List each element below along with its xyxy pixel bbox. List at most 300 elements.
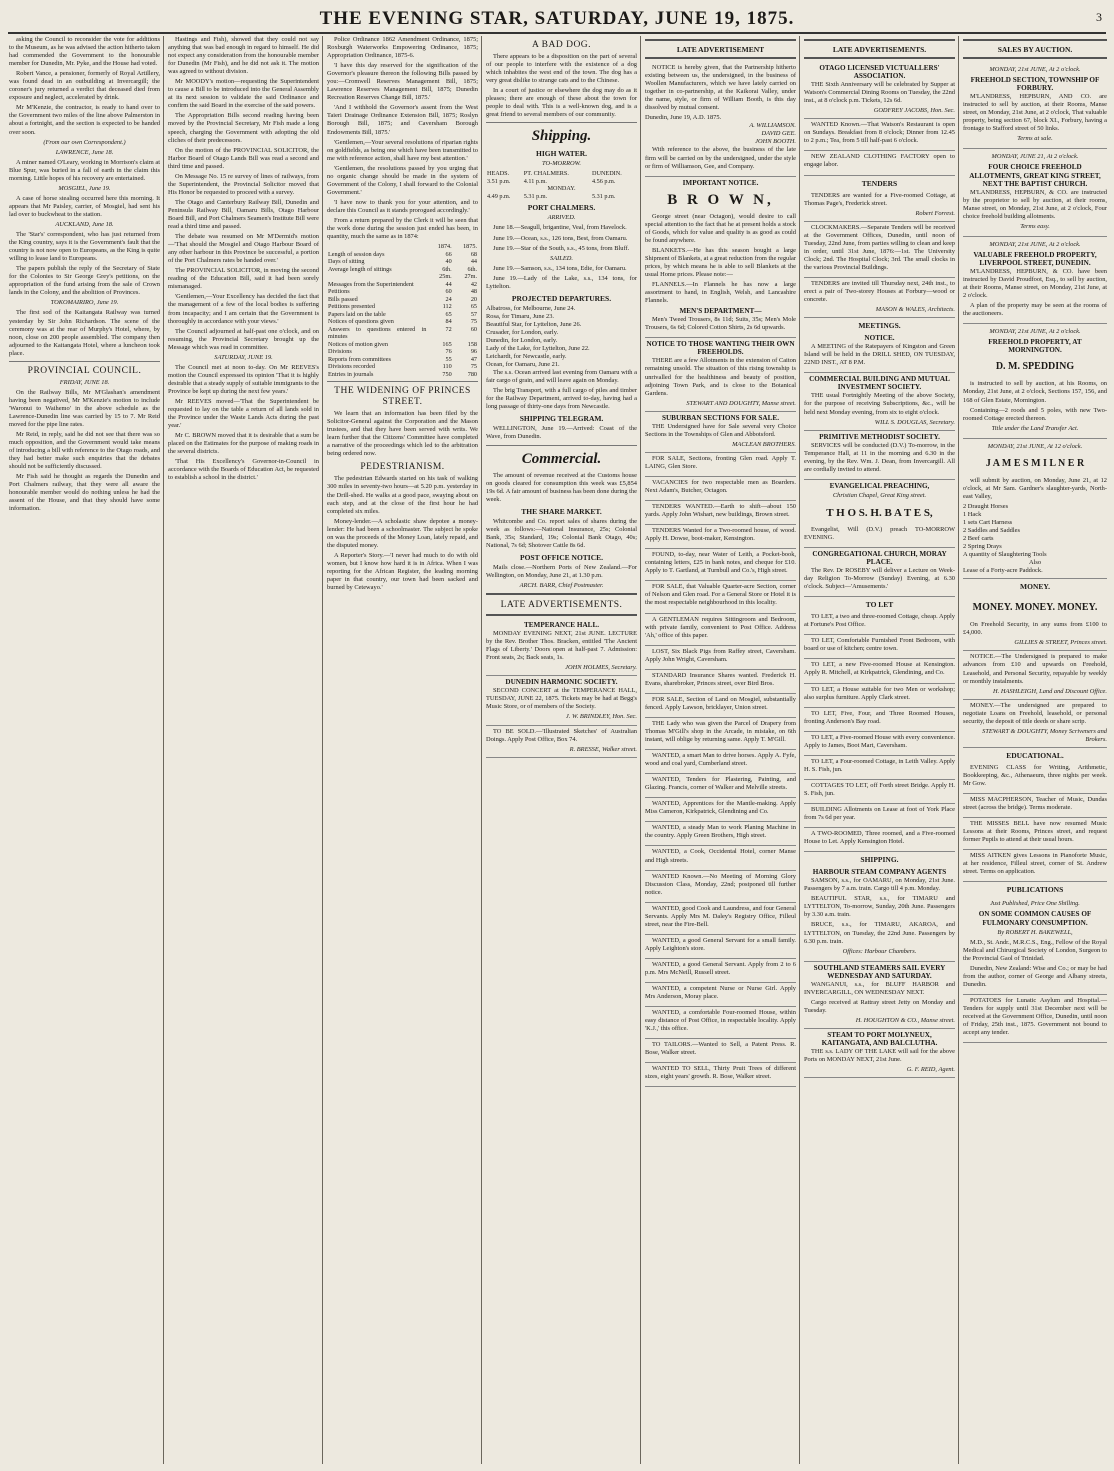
- divider: [9, 361, 160, 362]
- table-cell: 44: [445, 280, 452, 288]
- table-row: [327, 296, 478, 304]
- ad-body: A plan of the property may be seen at the rooms of the auctioneers.: [963, 302, 1107, 318]
- ad-display-name: D. M. SPEDDING: [995, 361, 1075, 373]
- ad-title: IMPORTANT NOTICE.: [682, 178, 759, 187]
- article-paragraph: The pedestrian Edwards started on his task of walking 300 miles in seventy-two hours—at 5.20 p.m. yesterday in the Drill-shed. He walks at a good pace, swaying about on each step, and at the close of the first hour he had completed six miles.: [327, 475, 478, 515]
- ad-body: FOR SALE, Sections, fronting Glen road. Apply T. LAING, Glen Store.: [645, 454, 796, 470]
- classified-ad: [645, 694, 796, 718]
- table-cell: 20: [470, 295, 477, 303]
- classified-ad: [645, 1007, 796, 1039]
- masthead: [8, 6, 1106, 34]
- article-paragraph: 'Gentlemen, the resolutions passed by you urging that no organic change should be made in the system of Government of the Colony, I shall forward to the Colonial Government.': [327, 164, 478, 196]
- list-item: Rosa, for Timaru, June 23.: [486, 312, 554, 320]
- dateline: AUCKLAND, June 18.: [55, 220, 114, 228]
- ad-title: MEN'S DEPARTMENT—: [679, 307, 762, 316]
- table-cell: 60: [445, 288, 452, 296]
- ad-date: MONDAY, 21st JUNE, At 2 o'clock.: [989, 328, 1081, 336]
- ad-body: WANTED, a competent Nurse or Nurse Girl. Apply Mrs Anderson, Moray place.: [645, 985, 796, 1001]
- column-rule: [163, 36, 164, 1464]
- article-paragraph: 'And I withhold the Governor's assent from the West Taieri Drainage Ordinance Extension Bill, 1875; Roslyn Borough Bill, 1875; and Caversham Borough Endowments Bill, 1875.': [327, 104, 478, 136]
- divider: [327, 381, 478, 382]
- ad-title: NOTICE.: [864, 334, 895, 343]
- classified-ad: [645, 798, 796, 822]
- table-cell: Petitions: [328, 288, 350, 296]
- advertisement: [804, 1029, 955, 1078]
- ad-body: WANTED, good Cook and Laundress, and four General Servants. Apply Mrs M. Daley's Registry Office, Filleul street, near the Fire-Bell.: [645, 904, 796, 928]
- article-paragraph: In a court of justice or elsewhere the dog may do as it pleases; there are enough of these about the town for people to deal with. This is a well-known dog, and is a great friend to several members of our community.: [486, 87, 637, 119]
- advertisement: [486, 619, 637, 676]
- advertisement: [486, 726, 637, 758]
- ad-body: A GENTLEMAN requires Sittingroom and Bedroom, with private family, convenient to Post Office. Address 'Ah,' office of this paper.: [645, 615, 796, 639]
- ad-body: TO BE SOLD.—'Illustrated Sketches' of Australian Doings. Apply Post Office, Box 74.: [486, 727, 637, 743]
- classified-ad: [645, 549, 796, 581]
- ad-body: TO LET, a two and three-roomed Cottage, cheap. Apply at Fortune's Post Office.: [804, 613, 955, 629]
- ad-body: TO LET, Comfortable Furnished Front Bedroom, with board or use of kitchen; centre town.: [804, 637, 955, 653]
- list-item: 2 Beef carts: [963, 535, 994, 543]
- ad-signature: R. BRESSE, Walker street.: [569, 745, 637, 753]
- ad-signature: GILLIES & STREET, Princes street.: [1014, 639, 1107, 647]
- list-item: Beautiful Star, for Lyttelton, June 26.: [486, 320, 582, 328]
- column-rule: [322, 36, 323, 1464]
- table-cell: 165: [442, 340, 452, 348]
- ad-body: VACANCIES for two respectable men as Boarders. Next Adam's, Butcher, Octagon.: [645, 478, 796, 495]
- table-cell: PT. CHALMERS.: [523, 170, 569, 178]
- classified-ad: [804, 732, 955, 756]
- ad-body: The Rev. Dr ROSEBY will deliver a Lecture on Week-day Religion To-Morrow (Sunday) Evening, at 6.30 o'clock. Subject—'Amusements.': [804, 567, 955, 591]
- article-paragraph: The Council adjourned at half-past one o'clock, and on resuming, the Provincial Secretary brought up the Message which was read in committee.: [168, 327, 319, 351]
- ad-signature: STEWART & DOUGHTY, Money Scriveners and Brokers.: [982, 727, 1107, 743]
- table-cell: Divisions: [328, 348, 352, 356]
- ad-body: M.D., St. Andr., M.R.C.S., Eng., Fellow of the Royal Medical and Chirurgical Society of London, Surgeon to the Provincial Gaol of Trinidad.: [963, 938, 1107, 962]
- list-item: 2 Saddles and Saddles: [963, 527, 1020, 535]
- section-heading: A BAD DOG.: [531, 40, 592, 50]
- ad-body: SECOND CONCERT at the TEMPERANCE HALL, TUESDAY, JUNE 22, 1875. Tickets may be had at Begg's Music Store, or of members of the Society.: [486, 687, 637, 711]
- ad-body: TENDERS WANTED.—Earth to shift—about 150 yards. Apply John Wishart, new buildings, Brown street.: [645, 503, 796, 519]
- ad-body: TENDERS are wanted for a Five-roomed Cottage, at Thomas Page's, Frederick street.: [804, 191, 955, 207]
- article-paragraph: 'Gentlemen,—Your several resolutions of riparian rights on goldfields, as being one which have been transmitted to me with reference action, shall have my best attention.': [327, 138, 478, 162]
- ad-signature: JOHN BOOTH.: [755, 138, 796, 146]
- column-rule: [799, 36, 800, 1464]
- table-cell: 5.31 p.m.: [592, 192, 616, 200]
- table-row: [486, 185, 637, 193]
- ad-signature: DAVID GEE.: [761, 130, 796, 138]
- ad-display-name: B R O W N,: [667, 191, 774, 208]
- ad-body: NOTICE is hereby given, that the Partnership hitherto existing between us, the undersigned, in the business of Woollen Manufacturers, which we have lately carried on together in co-partnership, at the Kaikorai Valley, under the name, style, or firm of William Booth, is this day dissolved by mutual consent.: [645, 64, 796, 112]
- table-cell: 65: [445, 310, 452, 318]
- column-rule: [481, 36, 482, 1464]
- table-row: [327, 311, 478, 319]
- table-cell: 72: [445, 325, 452, 333]
- article-paragraph: From a return prepared by the Clerk it will be seen that the work done during the session just ended has been, in quantity, much the same as in 1874:: [327, 216, 478, 241]
- shipping-entry: June 19.—Samson, s.s., 134 tons, Edie, for Oamaru.: [493, 264, 627, 272]
- signature: ARCH. BARR, Chief Postmaster.: [519, 581, 604, 589]
- advertisement: [963, 593, 1107, 651]
- table-cell: 4.56 p.m.: [592, 177, 616, 185]
- advertisement: [804, 278, 955, 318]
- table-cell: 47: [470, 355, 477, 363]
- ad-body: SAMSON, s.s., for OAMARU, on Monday, 21st June. Passengers by 7 a.m. train. Cargo till 4 p.m. Monday.: [804, 877, 955, 893]
- advertisement: [804, 62, 955, 119]
- ad-body: M'LANDRESS, HEPBURN, & CO. are instructed by the proprietor to sell by auction, at their rooms, Manse street, on Monday, 21st June, at 2 o'clock, Four choice freehold building allotments.: [963, 188, 1107, 220]
- ad-body: STANDARD Insurance Shares wanted. Frederick H. Evans, sharebroker, Princes street, over Bird Bros.: [645, 671, 796, 687]
- article-paragraph: 'I have this day reserved for the signification of the Governor's pleasure thereon the following Bills passed by you:—Cromwell Reserves Management Bill, 1875; Lawrence Reserves Management Bill, 1875; Dunedin Recreation Reserves Change Bill, 1875.': [327, 62, 478, 102]
- late-advertisements-banner: [486, 593, 637, 616]
- list-item: A quantity of Slaughtering Tools: [963, 551, 1047, 559]
- ad-body: TENDERS Wanted for a Two-roomed house, of wood. Apply H. Dowse, boot-maker, Kensington.: [645, 527, 796, 543]
- correspondent-heading: (From our own Correspondent.): [43, 138, 126, 146]
- table-cell: Notices of questions given: [328, 318, 394, 326]
- article-paragraph: The papers publish the reply of the Secretary of State for the Colonies to Sir George Grey's petitions, on the appropriation of the fund arising from the sale of Crown lands in the Colony, and the abolition of Provinces.: [9, 265, 160, 297]
- ad-body: THE Sixth Anniversary will be celebrated by Supper at Watson's Commercial Dining Rooms on Tuesday, the 22nd inst., at 8 o'clock p.m. Tickets, 12s 6d.: [804, 81, 955, 105]
- table-cell: Answers to questions entered in minutes: [328, 325, 427, 341]
- ad-signature: H. HASHLEIGH, Land and Discount Office.: [993, 687, 1107, 695]
- ad-title: ON SOME COMMON CAUSES OF FULMONARY CONSUMPTION.: [978, 910, 1092, 927]
- section-heading: Commercial.: [521, 450, 602, 467]
- table-cell: 780: [467, 370, 477, 378]
- ad-date: MONDAY, 21st JUNE, At 2 o'clock.: [989, 66, 1081, 73]
- table-cell: 24: [445, 295, 452, 303]
- ad-title: FOUR CHOICE FREEHOLD ALLOTMENTS, GREAT KING STREET, NEXT THE BAPTIST CHURCH.: [969, 163, 1101, 188]
- article-paragraph: The debate was resumed on Mr M'Dermid's motion—'That should the Mosgiel and Otago Harbour Board of any other harbour in this Province be successful, a portion of the Port Chalmers rates be handed over.': [168, 233, 319, 265]
- classified-ad: [645, 614, 796, 646]
- list-item: Leichardt, for Newcastle, early.: [486, 353, 567, 361]
- subheading: MONEY.: [1020, 582, 1050, 592]
- column-4: [483, 36, 640, 1464]
- classified-ad: [645, 525, 796, 549]
- table-row: [486, 193, 637, 201]
- section-heading: PROVINCIAL COUNCIL.: [27, 365, 142, 376]
- article-paragraph: Robert Vance, a pensioner, formerly of Royal Artillery, was found dead in an outbuilding at Invercargill; the coroner's jury returned a verdict that deceased died from exposure and neglect, accelerated by drink.: [9, 70, 160, 102]
- table-cell: 40: [445, 258, 452, 266]
- ad-body: LOST, Six Black Pigs from Raffey street, Caversham. Apply John Wright, Caversham.: [645, 647, 796, 663]
- article-paragraph: Mr MOODY's motion—requesting the Superintendent to cause a Bill to be introduced into the General Assembly at its next session to validate the said Ordinance and confirm the said Board in the exercise of the said powers.: [168, 78, 319, 110]
- page-number: 3: [1096, 10, 1102, 24]
- classified-ad: [963, 850, 1107, 882]
- subheading: TO-MORROW.: [542, 160, 581, 168]
- table-row: [327, 266, 478, 281]
- subheading: PROJECTED DEPARTURES.: [511, 293, 612, 303]
- table-row: [486, 178, 637, 186]
- classified-ad: [804, 780, 955, 804]
- subheading: TO LET: [865, 600, 894, 610]
- list-item: 1 Hack: [963, 510, 982, 518]
- ad-body: Containing—2 roods and 5 poles, with new Two-roomed Cottage erected thereon.: [963, 406, 1107, 422]
- article-paragraph: On the motion of the PROVINCIAL SOLICITOR, the Harbor Board of Otago Lands Bill was read a second and third time and passed.: [168, 146, 319, 170]
- ad-body: THE Lady who was given the Parcel of Drapery from Thomas M'Gill's shop in the Arcade, in mistake, on 6th instant, will oblige by returning same. Apply T. M'Gill.: [645, 719, 796, 744]
- ad-title: NOTICE TO THOSE WANTING THEIR OWN FREEHOLDS.: [646, 340, 795, 357]
- advertisement: [963, 896, 1107, 994]
- ad-body: WANTED, a good General Servant. Apply from 2 to 6 p.m. Mrs McNeill, Russell street.: [645, 960, 796, 976]
- classified-ad: [645, 822, 796, 846]
- ad-title: DUNEDIN HARMONIC SOCIETY.: [505, 678, 618, 687]
- ad-body: Evangelist, Will (D.V.) preach TO-MORROW EVENING.: [804, 525, 955, 541]
- ad-body: MISS AITKEN gives Lessons in Pianoforte Music, at her residence, Filleul street, corner of St. Andrew street. Terms on application.: [963, 852, 1107, 876]
- auction-banner: [963, 39, 1107, 59]
- list-item: 2 Draught Horses: [963, 502, 1009, 510]
- article-paragraph: The 'Star's' correspondent, who has just returned from the King country, says it is the Government's fault that the country is not now open to Europeans, as the King is quite willing to lease land to Europeans.: [9, 231, 160, 263]
- ad-title: VALUABLE FREEHOLD PROPERTY, LIVERPOOL STREET, DUNEDIN.: [973, 250, 1097, 267]
- table-cell: 55: [445, 355, 452, 363]
- classified-ad: [645, 1063, 796, 1087]
- dateline: TOKOMAIRIRO, June 19.: [50, 299, 119, 307]
- column-1: [6, 36, 163, 1464]
- list-item: Lady of the Lake, for Lyttelton, June 22.: [486, 345, 590, 353]
- ad-display-name: J A M E S M I L N E R: [985, 457, 1085, 469]
- ad-body: TO TAILORS.—Wanted to Sell, a Patent Press. R. Bose, Walker street.: [645, 1041, 796, 1057]
- article-paragraph: 'I have now to thank you for your attention, and to declare this Council as it stands prorogued accordingly.': [327, 198, 478, 214]
- dateline: LAWRENCE, June 18.: [55, 148, 114, 156]
- table-cell: 112: [442, 303, 452, 311]
- dateline: FRIDAY, JUNE 18.: [59, 378, 110, 386]
- table-cell: DUNEDIN.: [592, 170, 622, 178]
- list-item: Also: [1028, 559, 1042, 567]
- high-water-table: [486, 170, 637, 200]
- ad-body: BUILDING Allotments on Lease at foot of York Place from 7s 6d per year.: [804, 806, 955, 822]
- advertisement: [645, 177, 796, 339]
- table-cell: Length of session days: [328, 250, 385, 258]
- ad-signature: MASON & WALES, Architects.: [875, 306, 955, 314]
- article-paragraph: The first sod of the Kaitangata Railway was turned yesterday by Sir John Richardson. The scene of the ceremony was at the rear of Murphy's Hotel, where, by noon, close on 200 people assembled. The company then adjourned to the Kaitangata Hotel, where a luncheon took place.: [9, 309, 160, 357]
- ad-body: TENDERS are invited till Thursday next, 24th inst., to erect a pair of Two-storey Houses at Forbury—wood or concrete.: [804, 279, 955, 304]
- ad-body: FLANNELS.—In Flannels he has now a large assortment to hand, in English, Welsh, and Lancashire Flannels.: [645, 281, 796, 305]
- advertisement: [804, 962, 955, 1029]
- ad-body: M'LANDRESS, HEPBURN, AND CO. are instructed to sell by auction, at their Rooms, Manse street, on Monday, 21st June, at 2 o'clock, That valuable property, being section 67, block XI., Forbury, having a frontage to Stafford street of 50 links.: [963, 93, 1107, 133]
- advertisement: [645, 62, 796, 177]
- advertisement: [963, 439, 1107, 580]
- ad-title: SOUTHLAND STEAMERS SAIL EVERY WEDNESDAY AND SATURDAY.: [813, 963, 946, 980]
- table-cell: 5.31 p.m.: [523, 192, 548, 200]
- table-cell: MONDAY.: [547, 185, 576, 193]
- ad-body: WANTED Known.—No Meeting of Morning Glory Discussion Class, Monday, 22nd; postponed till further notice.: [645, 872, 796, 896]
- masthead-title: THE EVENING STAR, SATURDAY, JUNE 19, 1875.: [319, 8, 795, 29]
- table-row: [327, 258, 478, 266]
- ad-body: will submit by auction, on Monday, June 21, at 12 o'clock, at Mr Sam. Gardner's slaughter-yards, North-east Valley,: [963, 476, 1107, 500]
- article-paragraph: 'That His Excellency's Governor-in-Council in accordance with the Boards of Education Act, be requested to establish a school in the district.': [168, 458, 320, 482]
- list-item: 2 Spring Drays: [963, 543, 1002, 551]
- ad-terms: Title under the Land Transfer Act.: [991, 424, 1079, 432]
- table-cell: 1874.: [437, 243, 452, 251]
- classified-ad: [804, 828, 955, 852]
- ad-title: FREEHOLD PROPERTY, AT MORNINGTON.: [988, 338, 1082, 355]
- ad-body: BEAUTIFUL STAR, s.s., for TIMARU and LYTTELTON, To-morrow, Sunday, 20th June. Passengers by 3.30 a.m. train.: [804, 895, 955, 919]
- ad-title: EVANGELICAL PREACHING,: [829, 481, 930, 490]
- ad-body: SERVICES will be conducted (D.V.) To-morrow, in the Temperance Hall, at 11 in the morning and 6.30 in the evening, by the Rev. Wm. J. Dean, from Invercargill. All are cordially invited to attend.: [804, 441, 955, 473]
- article-paragraph: asking the Council to reconsider the vote for additions to the Museum, as he was advised the action hitherto taken had commended the Government to the honourable member for Dunedin, Mr. Pyke, and the House had voted.: [9, 36, 160, 68]
- classified-ad: [804, 659, 955, 683]
- table-row: [327, 363, 478, 371]
- classified-ad: [804, 635, 955, 659]
- advertisement: [804, 480, 955, 548]
- subheading: HIGH WATER.: [536, 149, 587, 159]
- section-heading: LATE ADVERTISEMENTS.: [832, 45, 927, 54]
- ad-body: MONEY.—The undersigned are prepared to negotiate Loans on Freehold, leasehold, or personal security, the deposit of title deeds or share scrip.: [963, 701, 1107, 725]
- subheading: ARRIVED.: [547, 214, 576, 222]
- article-paragraph: Whitcombe and Co. report sales of shares during the week as follows:—National Insurance, 25s; Colonial Bank, 35s; Standard, 19s; Colonial Bank Otago, 40s; National, 7s 6d; Shotover Cattle 8s 6d.: [486, 517, 637, 549]
- article-paragraph: A case of horse stealing occurred here this morning. It appears that Mr Paisley, carrier, of Mosgiel, had sent his lad over to buckwheat to the station.: [9, 194, 160, 218]
- article-paragraph: Mr REEVES moved—'That the Superintendent be requested to lay on the table a return of all lands sold in the Province under the Waste Lands Acts during the past year.': [168, 397, 319, 430]
- section-heading: THE WIDENING OF PRINCES STREET.: [334, 386, 471, 408]
- ad-terms: Terms at sale.: [1017, 135, 1053, 143]
- table-cell: 60: [470, 325, 477, 333]
- subheading: THE SHARE MARKET.: [521, 506, 602, 516]
- ad-signature: JOHN HOLMES, Secretary.: [565, 664, 637, 672]
- classified-ad: [645, 718, 796, 750]
- divider: [486, 445, 637, 446]
- table-cell: 65: [470, 303, 477, 311]
- table-row: [327, 318, 478, 326]
- ad-body: MONDAY EVENING NEXT, 21st JUNE. LECTURE by the Rev. Brother Thos. Bracken, entitled 'The Ancient Flags of Liberty.' Doors open at half-past 7. Admission: Front seats, 2s; Back seats, 1s.: [486, 630, 637, 662]
- article-paragraph: WELLINGTON, June 19.—Arrived: Coast of the Wave, from Dunedin.: [486, 425, 637, 441]
- late-advertisement-banner: [645, 39, 796, 59]
- section-heading: Shipping.: [531, 128, 592, 145]
- ad-subtitle: Christian Chapel, Great King street.: [832, 491, 927, 499]
- column-6: [801, 36, 958, 1464]
- article-paragraph: The amount of revenue received at the Customs house on goods cleared for consumption this week was £5,854 19s 6d. A fair amount of business has been done during the week.: [486, 471, 637, 503]
- ad-title: FREEHOLD SECTION, TOWNSHIP OF FORBURY.: [970, 76, 1100, 93]
- advertisement: [963, 62, 1107, 149]
- advertisement: [804, 119, 955, 151]
- subheading: TENDERS: [861, 178, 898, 188]
- table-cell: 96: [470, 348, 477, 356]
- table-cell: 57: [470, 310, 477, 318]
- article-paragraph: The Council met at noon to-day. On Mr REEVES's motion the Council expressed its opinion 'That it is highly desirable that a steady supply of suitable immigrants to the Province be kept up during the next few years.': [168, 363, 319, 395]
- ad-body: TO LET, a Four-roomed Cottage, in Leith Valley. Apply H. S. Fish, jun.: [804, 757, 955, 773]
- table-header-row: [327, 243, 478, 251]
- table-cell: 84: [445, 318, 452, 326]
- table-cell: 6th. 25m.: [439, 265, 452, 281]
- table-cell: 1875.: [463, 243, 477, 251]
- ad-signature: WILL S. DOUGLAS, Secretary.: [874, 418, 955, 426]
- classified-ad: [645, 750, 796, 774]
- classified-ad: [645, 501, 796, 525]
- column-5: [642, 36, 799, 1464]
- classified-ad: [804, 684, 955, 708]
- ad-signature: GODFREY JACOBS, Hon. Sec.: [873, 107, 955, 115]
- ad-title: TEMPERANCE HALL.: [523, 621, 600, 630]
- table-cell: 75: [470, 318, 477, 326]
- ad-signature: H. HOUGHTON & CO., Manse street.: [855, 1016, 955, 1024]
- shipping-entry: June 18.—Seagull, brigantine, Veal, from Havelock.: [493, 224, 627, 232]
- shipping-entry: June 19.—Lady of the Lake, s.s., 134 tons, for Lyttelton.: [486, 274, 637, 290]
- ad-display-name: T H O S. H. B A T E S,: [826, 506, 933, 519]
- classified-ad: [804, 804, 955, 828]
- ad-body: WANTED, Tenders for Plastering, Painting, and Glazing. Francis, corner of Walker and Melville streets.: [645, 776, 796, 792]
- ad-body: THERE are a few Allotments in the extension of Caiton remaining unsold. The situation of this rising township is unrivalled for the healthiness and beauty of position, adjoining Town Park, and is close to the Botanical Gardens.: [645, 357, 796, 397]
- section-heading: LATE ADVERTISEMENT: [676, 45, 765, 54]
- column-rule: [640, 36, 641, 1464]
- table-cell: Days of sitting: [328, 258, 365, 266]
- ad-title: STEAM TO PORT MOLYNEUX, KAITANGATA, AND BALCLUTHA.: [821, 1030, 938, 1048]
- table-cell: Notices of motion given: [328, 340, 388, 348]
- column-3: [324, 36, 481, 1464]
- advertisement: [804, 190, 955, 222]
- classified-ad: [963, 794, 1107, 818]
- classified-ad: [645, 1039, 796, 1063]
- advertisement: [804, 151, 955, 175]
- classified-ad: [645, 846, 796, 870]
- ad-subtitle: By ROBERT H. BAKEWELL,: [997, 928, 1073, 936]
- article-paragraph: Money-lender.—A scholastic shaw depotee a money-lender: He had been a schoolmaster. The subject he spoke on was the proceeds of the Money Loan, lately repaid, and the disputed money.: [327, 517, 478, 549]
- advertisement: [963, 237, 1107, 324]
- advertisement: [645, 412, 796, 453]
- subheading: SHIPPING.: [860, 855, 899, 865]
- shipping-entry: June 19.—Star of the South, s.s., 45 tons, from Bluff.: [493, 244, 630, 252]
- article-paragraph: Mr Fish said he thought as regards the Dunedin and Port Chalmers railway, that they were all aware the honourable member would do nothing unless he had the assent of the House, and that they should have some information.: [9, 473, 160, 513]
- article-paragraph: The Appropriation Bills second reading having been moved by the Provincial Secretary, Mr Fish made a long speech, charging the Government with adopting the old cliches of their predecessors.: [168, 112, 319, 144]
- shipping-entry: June 19.—Ocean, s.s., 126 tons, Best, from Oamaru.: [493, 234, 628, 242]
- ad-signature: J. W. BRINDLEY, Hon. Sec.: [565, 713, 637, 721]
- table-row: [327, 326, 478, 341]
- ad-signature: Robert Forrest.: [915, 209, 955, 217]
- table-cell: HEADS.: [487, 170, 510, 178]
- article-paragraph: On Message No. 15 re survey of lines of railways, from the Superintendent, the Provincial Solicitor moved that His Honor be requested to proceed with a survey.: [168, 172, 319, 196]
- article-paragraph: The brig Transport, with a full cargo of piles and timber for the Railway Department, arrived to-day, having had a long passage of thirty-one days from Newcastle.: [486, 387, 637, 411]
- table-cell: 750: [442, 370, 452, 378]
- list-item: Dunedin, for London, early.: [486, 336, 558, 344]
- ad-body: is instructed to sell by auction, at his Rooms, on Monday, 21st June, at 2 o'clock, Sections 157, 156, and 168 of Glen Estate, Mornington.: [963, 380, 1107, 404]
- ad-signature: MACLEAN BROTHERS.: [732, 440, 796, 448]
- classified-ad: [963, 818, 1107, 850]
- advertisement: [804, 373, 955, 430]
- ad-signature: G. F. REID, Agent.: [906, 1066, 955, 1074]
- table-row: [327, 288, 478, 296]
- divider: [486, 122, 637, 123]
- article-paragraph: The PROVINCIAL SOLICITOR, in moving the second reading of the Education Bill, said it had been sorely mismanaged.: [168, 267, 319, 291]
- ad-body: WANTED, a Cook, Occidental Hotel, corner Manse and High streets.: [645, 848, 796, 864]
- ad-body: Men's Tweed Trousers, 8s 11d; Suits, 35s; Men's Mole Trousers, 6s 6d; Colored Cotton Shirts, 2s 6d upwards.: [645, 316, 796, 332]
- table-cell: Papers laid on the table: [328, 310, 386, 318]
- dateline: MOSGIEL, June 19.: [58, 184, 111, 192]
- ad-body: WANTED TO SELL, Thirty Pruit Trees of different sizes, eight years' growth. R. Bose, Walker street.: [645, 1065, 796, 1081]
- article-paragraph: On the Railway Bills, Mr M'Glashan's amendment having been negatived, Mr M'Kenzie's motion to include 'Waronui to Waihemo' in the above schedule as the Lawrence-Dunedin line was carried by 15 to 7. Mr Reid moved for the pipe line rates.: [9, 388, 160, 428]
- advertisement: [963, 700, 1107, 748]
- ad-subtitle: Offices: Harbour Chambers.: [842, 947, 917, 955]
- section-heading: LATE ADVERTISEMENTS.: [500, 600, 623, 611]
- table-header-row: [486, 170, 637, 178]
- table-cell: Divisions recorded: [328, 363, 375, 371]
- article-paragraph: A Reporter's Story.—'I never had much to do with old women, but I know how hard it is in Africa. When I was reporting for the African Register, the leading morning paper in that country, our town had been sacked and burned by Cetewayo.': [327, 551, 478, 592]
- ad-body: FOR SALE, that Valuable Quarter-acre Section, corner of Nelson and Glen road. For a General Store or Hotel it is the most respectable neighbourhood in this locality.: [645, 583, 796, 607]
- advertisement: [804, 548, 955, 597]
- table-cell: 158: [467, 340, 477, 348]
- ad-title: HARBOUR STEAM COMPANY AGENTS: [812, 868, 947, 877]
- classified-ad: [645, 903, 796, 935]
- list-item: Albatross, for Melbourne, June 24.: [486, 304, 576, 312]
- ad-body: WANTED Known.—That Watson's Restaurant is open on Sundays. Breakfast from 8 o'clock; Dinner from 12.45 to 2 p.m.; Tea, from 5 till half-past 6 o'clock.: [804, 121, 955, 145]
- classified-ad: [645, 983, 796, 1007]
- ad-body: TO LET, a Five-roomed House with every convenience. Apply to James, Boot Mart, Caversham.: [804, 733, 955, 749]
- ad-body: A MEETING of the Ratepayers of Kingston and Green Island will be held in the DRILL SHED, ON TUESDAY, 22ND INST., AT 8 P.M.: [804, 343, 955, 367]
- advertisement: [963, 149, 1107, 236]
- ad-body: EVENING CLASS for Writing, Arithmetic, Bookkeeping, &c., Athenaeum, three nights per week. Mr Gow.: [963, 763, 1107, 787]
- section-heading: PEDESTRIANISM.: [360, 462, 445, 473]
- article-paragraph: Hastings and Fish), showed that they could not say anything that was bad enough in regard to himself. He did not expect any consideration from the honourable member for Dunedin (Mr Fish), and he did not ask it. The motion was agreed to without division.: [168, 36, 319, 76]
- ad-body: NOTICE.—The Undersigned is prepared to make advances from £10 and upwards on Freehold, Leasehold, and Personal Security, repayable by weekly or monthly instalments.: [963, 653, 1107, 685]
- article-paragraph: There appears to be a disposition on the part of several of our people to interfere with the existence of a dog which inhabites the west end of the town. The dog has a very great dislike to strange cats and to the Chinese.: [486, 53, 637, 85]
- list-item: 1 sets Cart Harness: [963, 518, 1013, 526]
- table-cell: Messages from the Superintendent: [328, 280, 414, 288]
- classified-ad: [645, 774, 796, 798]
- ad-body: WANGANUI, s.s., for BLUFF HARBOR and INVERCARGILL, ON WEDNESDAY NEXT.: [804, 980, 955, 996]
- table-row: [327, 281, 478, 289]
- classified-ad: [645, 959, 796, 983]
- ad-body: FOR SALE, Section of Land on Mosgiel, substantially fenced. Apply Lawson, bricklayer, Union street.: [645, 695, 796, 711]
- article-paragraph: Mails close.—Northern Ports of New Zealand.—For Wellington, on Monday, June 21, at 1.30 p.m.: [486, 563, 637, 579]
- ad-body: BRUCE, s.s., for TIMARU, AKAROA, and LYTTELTON, on Tuesday, the 22nd June. Passengers by 6.30 p.m. train.: [804, 921, 955, 945]
- ad-body: On Freehold Security, in any sums from £100 to £4,000.: [963, 621, 1107, 637]
- subheading: POST OFFICE NOTICE.: [519, 552, 603, 562]
- section-heading: SALES BY AUCTION.: [997, 45, 1073, 54]
